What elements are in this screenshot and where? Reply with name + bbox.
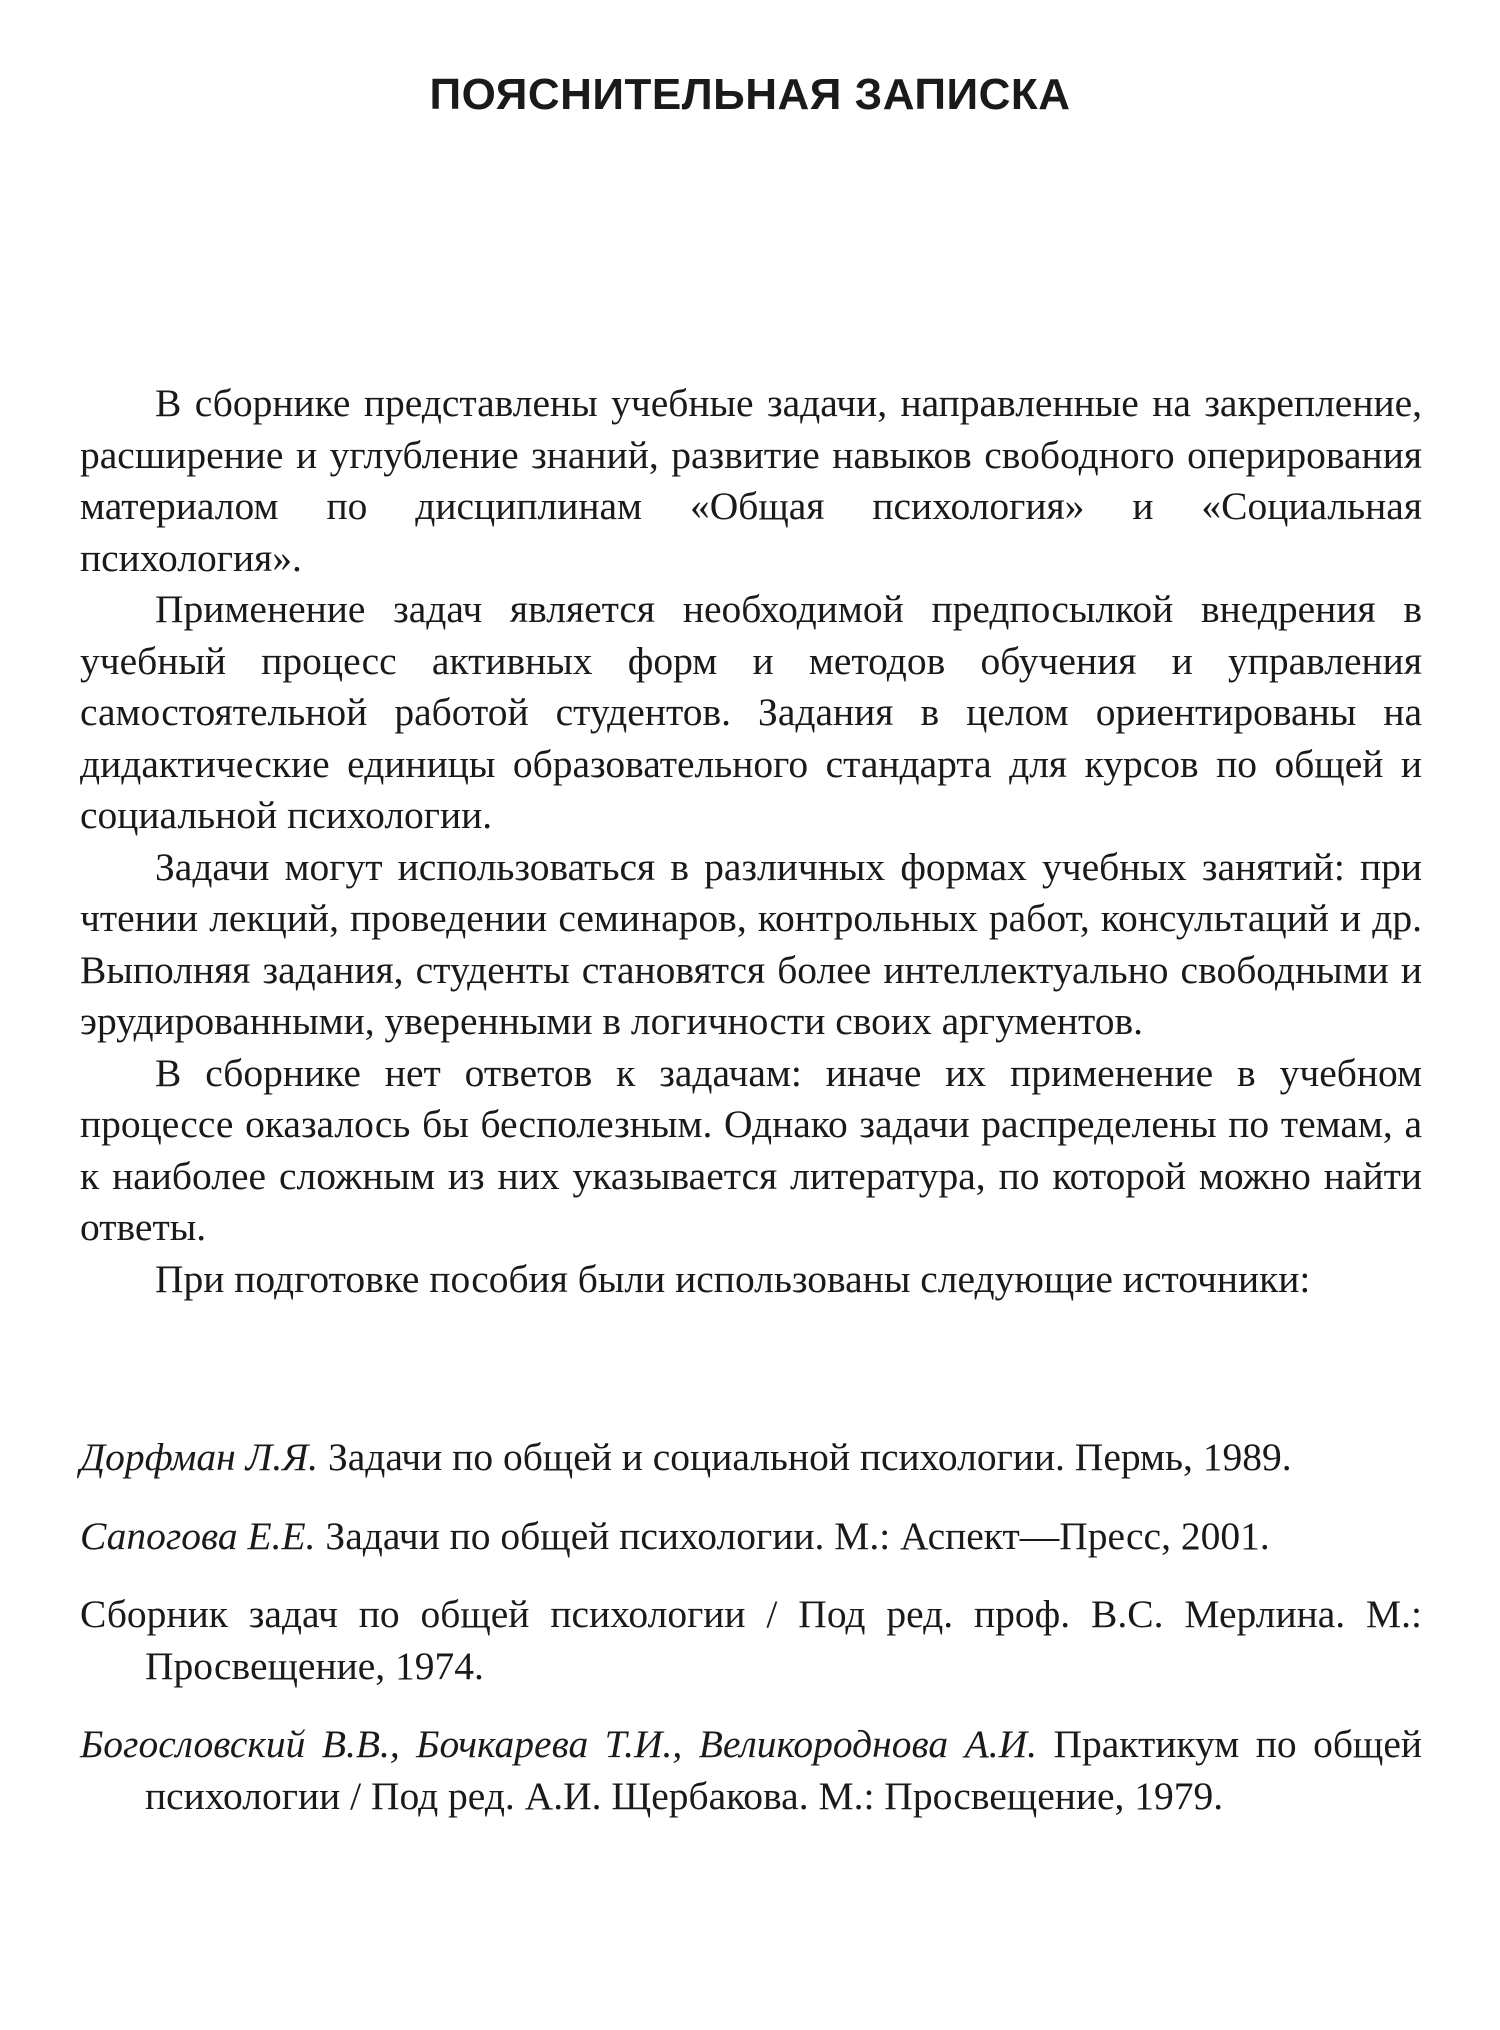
reference-author: Сапогова Е.Е. [80, 1513, 316, 1558]
reference-item [80, 1719, 1422, 1822]
explanatory-text [80, 378, 1422, 1305]
paragraph: При подготовке пособия были использованы следующие источники: [155, 1256, 1311, 1301]
reference-item [80, 1589, 1422, 1692]
reference-item [80, 1511, 1422, 1563]
reference-text: Практикум по общей психологии / Под ред. А.И. Щербакова. М.: Просвещение, 1979. [145, 1722, 1423, 1818]
page-title: ПОЯСНИТЕЛЬНАЯ ЗАПИСКА [429, 70, 1071, 119]
paragraph: В сборнике представлены учебные задачи, направленные на закрепление, расширение и углубление знаний, развитие навыков свободного оперирования материалом по дисциплинам «Общая психология» и «Социальная психология». [80, 381, 1422, 580]
reference-text: Сборник задач по общей психологии / Под ред. проф. В.С. Мерлина. М.: Просвещение, 1974. [80, 1592, 1422, 1688]
reference-text: Задачи по общей психологии. М.: Аспект—Пресс, 2001. [325, 1513, 1270, 1558]
reference-author: Дорфман Л.Я. [80, 1435, 319, 1479]
reference-item [80, 1432, 1422, 1484]
reference-text: Задачи по общей и социальной психологии. Пермь, 1989. [327, 1435, 1292, 1479]
paragraph: Применение задач является необходимой предпосылкой внедрения в учебный процесс активных форм и методов обучения и управления самостоятельной работой студентов. Задания в целом ориентированы на дидактические единицы образовательного стандарта для курсов по общей и социальной психологии. [80, 587, 1422, 837]
reference-list [80, 1432, 1422, 1849]
reference-author: Богословский В.В., Бочкарева Т.И., Великороднова А.И. [80, 1722, 1037, 1766]
paragraph: Задачи могут использоваться в различных формах учебных занятий: при чтении лекций, проведении семинаров, контрольных работ, консультаций и др. Выполняя задания, студенты становятся более интеллектуально свободными и эрудированными, уверенными в логичности своих аргументов. [80, 844, 1422, 1043]
paragraph: В сборнике нет ответов к задачам: иначе их применение в учебном процессе оказалось бы бесполезным. Однако задачи распределены по темам, а к наиболее сложным из них указывается литература, по которой можно найти ответы. [80, 1050, 1422, 1249]
